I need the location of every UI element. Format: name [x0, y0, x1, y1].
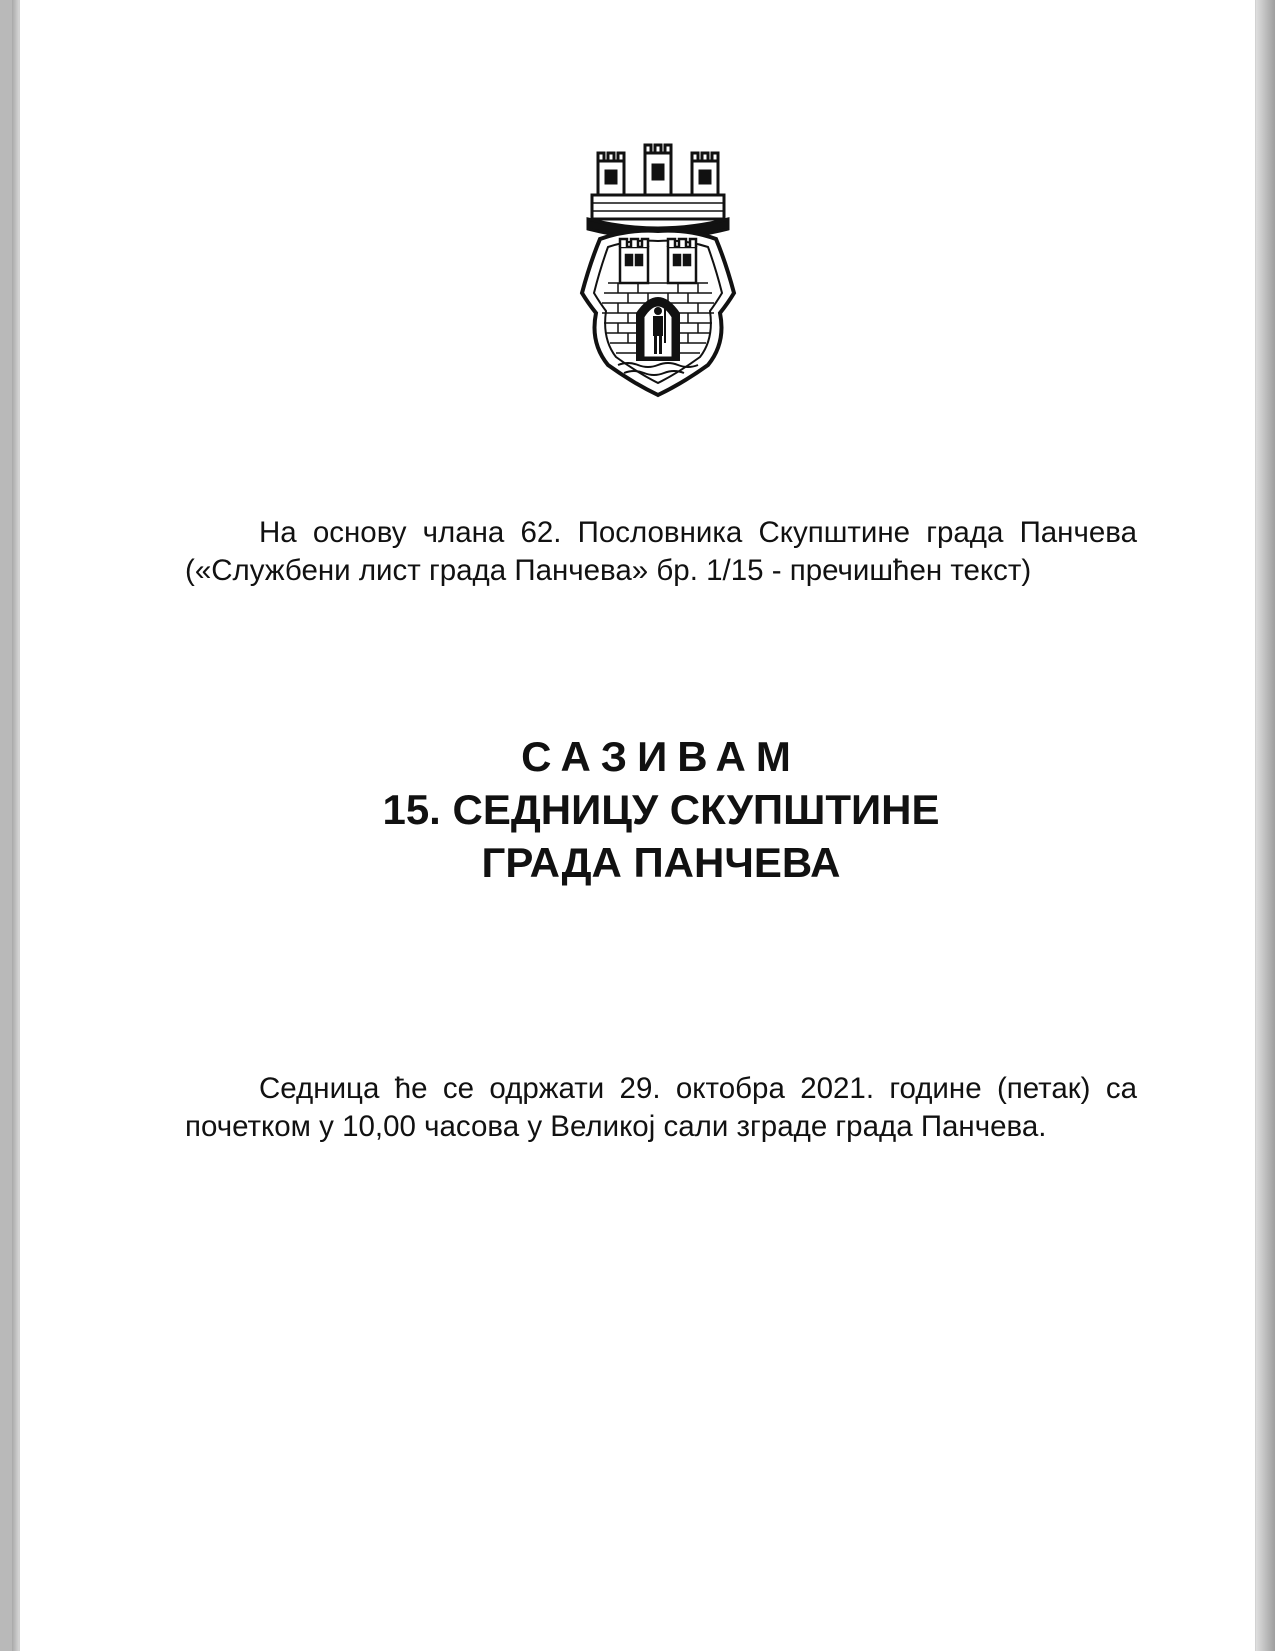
heading-line-3: ГРАДА ПАНЧЕВА [481, 839, 841, 886]
intro-paragraph: На основу члана 62. Пословника Скупштине града Панчева («Службени лист града Панчева» бр. 1/15 - пречишћен текст) [185, 516, 1137, 587]
heading-line-1: САЗИВАМ [521, 733, 801, 780]
heading-line-2: 15. СЕДНИЦУ СКУПШТИНЕ [382, 786, 940, 833]
scan-edge-right [1255, 0, 1275, 1651]
session-paragraph: Седница ће се одржати 29. oктобра 2021. године (петак) са почетком у 10,00 часова у Великој сали зграде града Панчева. [185, 1072, 1137, 1143]
convocation-heading [185, 730, 1137, 889]
coat-of-arms-icon [578, 143, 738, 398]
